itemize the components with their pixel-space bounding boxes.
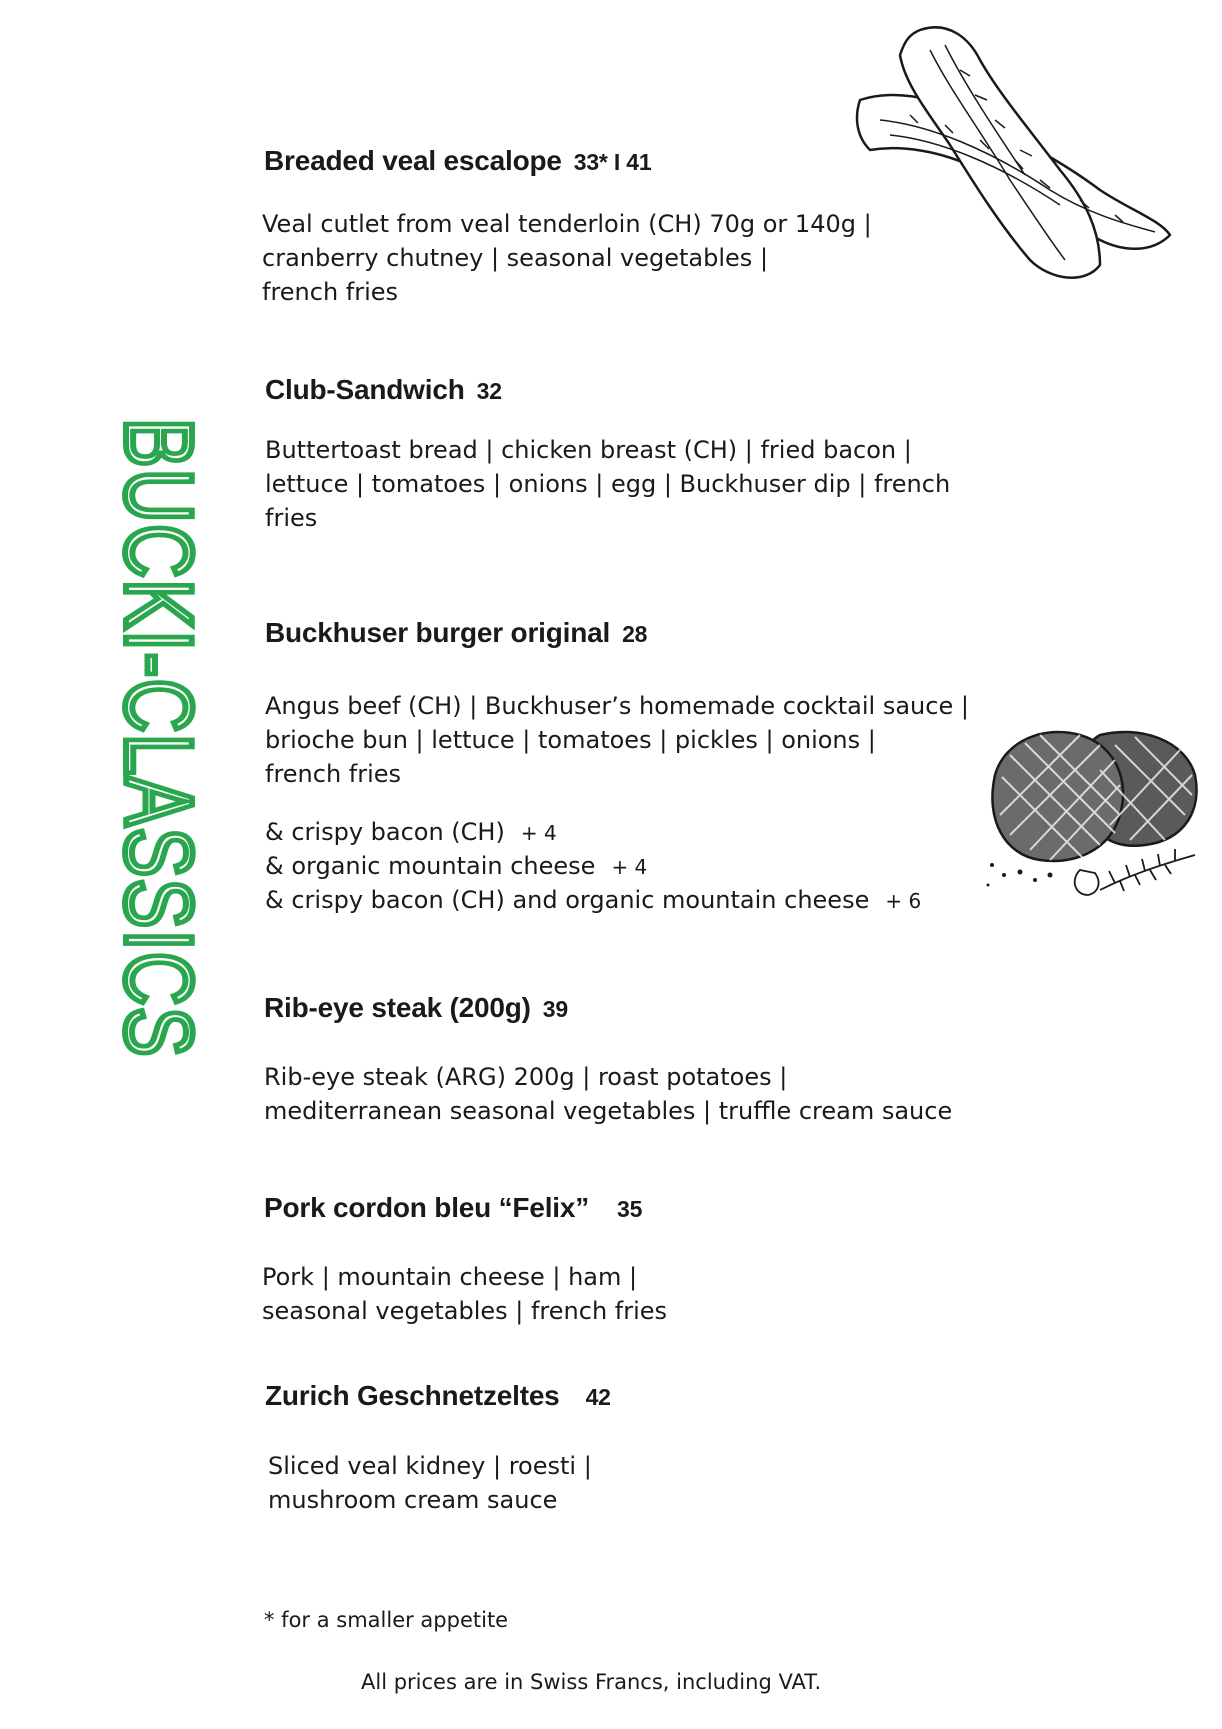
desc-line: Angus beef (CH) | Buckhuser’s homemade cocktail sauce | xyxy=(265,692,969,720)
section-title xyxy=(105,418,212,1247)
item-price: 42 xyxy=(585,1384,611,1410)
item-title xyxy=(265,374,502,406)
item-price: 28 xyxy=(622,621,648,647)
desc-line: fries xyxy=(265,504,318,532)
item-name: Club-Sandwich xyxy=(265,374,465,405)
item-description xyxy=(262,207,872,309)
item-name: Breaded veal escalope xyxy=(264,145,562,176)
item-title xyxy=(264,145,651,177)
item-description xyxy=(268,1449,592,1517)
burger-extra xyxy=(265,818,557,846)
desc-line: Pork | mountain cheese | ham | xyxy=(262,1263,638,1291)
burger-extra xyxy=(265,886,921,914)
desc-line: mushroom cream sauce xyxy=(268,1486,558,1514)
burger-extra xyxy=(265,852,647,880)
item-title xyxy=(264,1192,642,1224)
menu-item-club-sandwich xyxy=(265,374,502,406)
item-description xyxy=(265,689,969,791)
desc-line: Sliced veal kidney | roesti | xyxy=(268,1452,592,1480)
menu-item-veal-escalope xyxy=(264,145,651,177)
item-price: 33* I 41 xyxy=(573,149,652,175)
item-title xyxy=(265,1380,611,1412)
extra-price: + 4 xyxy=(520,821,557,845)
desc-line: Buttertoast bread | chicken breast (CH) | fried bacon | xyxy=(265,436,912,464)
menu-item-burger xyxy=(265,617,647,649)
item-name: Pork cordon bleu “Felix” xyxy=(264,1192,590,1223)
desc-line: lettuce | tomatoes | onions | egg | Buckhuser dip | french xyxy=(265,470,951,498)
menu-item-geschnetzeltes xyxy=(265,1380,611,1412)
desc-line: Veal cutlet from veal tenderloin (CH) 70g or 140g | xyxy=(262,210,872,238)
bacon-illustration xyxy=(850,20,1180,294)
extra-price: + 4 xyxy=(611,855,648,879)
extra-price: + 6 xyxy=(885,889,922,913)
item-price: 39 xyxy=(542,996,568,1022)
menu-item-ribeye xyxy=(264,992,568,1024)
desc-line: seasonal vegetables | french fries xyxy=(262,1297,668,1325)
desc-line: brioche bun | lettuce | tomatoes | pickles | onions | xyxy=(265,726,876,754)
item-title xyxy=(264,992,568,1024)
footnote: * for a smaller appetite xyxy=(264,1608,509,1632)
item-description xyxy=(265,433,950,535)
extra-label: & crispy bacon (CH) xyxy=(265,818,505,846)
item-name: Buckhuser burger original xyxy=(265,617,611,648)
item-name: Rib-eye steak (200g) xyxy=(264,992,531,1023)
menu-item-cordon-bleu xyxy=(264,1192,642,1224)
section-title-text: BUCKI-CLASSICS xyxy=(105,418,212,1247)
item-description xyxy=(262,1260,667,1328)
desc-line: cranberry chutney | seasonal vegetables | xyxy=(262,244,769,272)
grilled-patties-illustration xyxy=(980,715,1210,909)
extra-label: & crispy bacon (CH) and organic mountain cheese xyxy=(265,886,870,914)
item-title xyxy=(265,617,647,649)
item-price: 35 xyxy=(617,1196,643,1222)
desc-line: mediterranean seasonal vegetables | truffle cream sauce xyxy=(264,1097,953,1125)
item-name: Zurich Geschnetzeltes xyxy=(265,1380,560,1411)
item-description xyxy=(264,1060,952,1128)
extra-label: & organic mountain cheese xyxy=(265,852,596,880)
desc-line: Rib-eye steak (ARG) 200g | roast potatoes | xyxy=(264,1063,788,1091)
desc-line: french fries xyxy=(265,760,402,788)
vat-note: All prices are in Swiss Francs, including VAT. xyxy=(361,1670,822,1694)
desc-line: french fries xyxy=(262,278,399,306)
item-price: 32 xyxy=(476,378,502,404)
